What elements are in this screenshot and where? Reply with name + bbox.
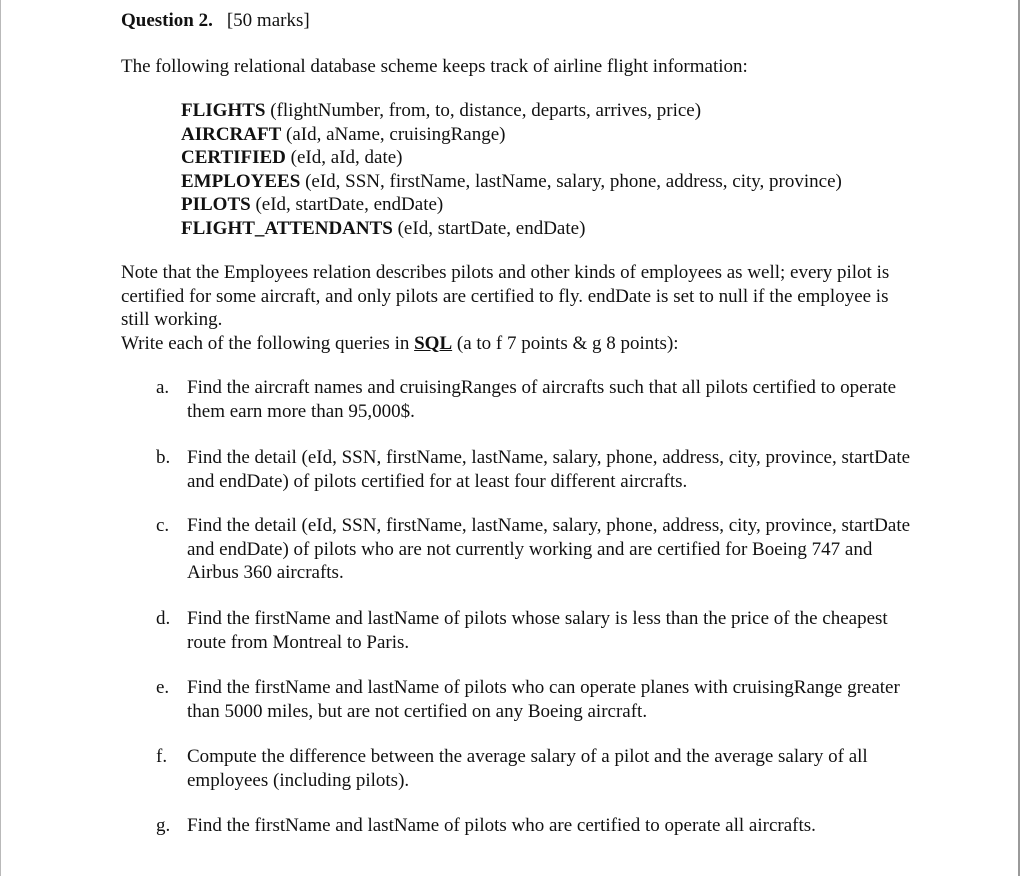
relation-attributes: (eId, SSN, firstName, lastName, salary, phone, address, city, province) bbox=[305, 170, 842, 192]
question-text: Find the aircraft names and cruisingRanges of aircrafts such that all pilots certified to operate them earn more than 95,000$. bbox=[187, 377, 897, 422]
schema-item-pilots bbox=[181, 193, 842, 217]
schema-list bbox=[181, 99, 842, 240]
instruction-after: (a to f 7 points & g 8 points): bbox=[456, 332, 679, 354]
question-text: Find the detail (eId, SSN, firstName, lastName, salary, phone, address, city, province, startDate and endDate) of pilots certified for at least four different aircrafts. bbox=[187, 447, 911, 492]
question-text: Compute the difference between the average salary of a pilot and the average salary of all employees (including pilots). bbox=[187, 746, 868, 791]
question-letter: c. bbox=[156, 515, 170, 536]
relation-attributes: (eId, aId, date) bbox=[290, 147, 403, 168]
relation-name: CERTIFIED bbox=[181, 147, 286, 168]
relation-attributes: (eId, startDate, endDate) bbox=[255, 194, 444, 215]
question-letter: e. bbox=[156, 677, 170, 698]
relation-attributes: (aId, aName, cruisingRange) bbox=[286, 123, 506, 145]
schema-item-flight-attendants bbox=[181, 217, 842, 241]
question-item-f bbox=[156, 745, 916, 792]
question-letter: a. bbox=[156, 377, 170, 398]
question-letter: b. bbox=[156, 447, 171, 468]
intro-text: The following relational database scheme keeps track of airline flight information: bbox=[121, 56, 748, 77]
instruction-before: Write each of the following queries in bbox=[121, 332, 410, 354]
relation-name: EMPLOYEES bbox=[181, 170, 301, 192]
relation-attributes: (flightNumber, from, to, distance, departs, arrives, price) bbox=[270, 100, 702, 121]
relation-name: FLIGHT_ATTENDANTS bbox=[181, 217, 393, 239]
question-item-a bbox=[156, 376, 916, 423]
question-letter: g. bbox=[156, 815, 171, 836]
schema-item-aircraft bbox=[181, 123, 842, 147]
note-text: Note that the Employees relation describes pilots and other kinds of employees as well; every pilot is certified for some aircraft, and only pilots are certified to fly. endDate is set to null if the employee is still working. bbox=[121, 262, 890, 330]
question-item-c bbox=[156, 514, 916, 585]
question-item-d bbox=[156, 607, 916, 654]
relation-name: AIRCRAFT bbox=[181, 123, 282, 145]
question-text: Find the firstName and lastName of pilots who can operate planes with cruisingRange greater than 5000 miles, but are not certified on any Boeing aircraft. bbox=[187, 677, 900, 722]
question-title: Question 2. bbox=[121, 10, 213, 31]
schema-item-certified bbox=[181, 146, 842, 170]
relation-attributes: (eId, startDate, endDate) bbox=[397, 217, 586, 239]
question-text: Find the detail (eId, SSN, firstName, lastName, salary, phone, address, city, province, startDate and endDate) of pilots who are not currently working and are certified for Boeing 747 and Airbus 360 aircrafts. bbox=[187, 515, 911, 583]
instruction-sql: SQL bbox=[414, 332, 453, 354]
question-text: Find the firstName and lastName of pilots who are certified to operate all aircrafts. bbox=[187, 815, 816, 836]
relation-name: PILOTS bbox=[181, 194, 251, 215]
relation-name: FLIGHTS bbox=[181, 100, 266, 121]
schema-item-employees bbox=[181, 170, 842, 194]
question-letter: d. bbox=[156, 608, 171, 629]
instruction-text bbox=[121, 332, 921, 356]
question-item-b bbox=[156, 446, 916, 493]
question-heading bbox=[121, 8, 310, 34]
question-letter: f. bbox=[156, 746, 168, 767]
question-text: Find the firstName and lastName of pilots whose salary is less than the price of the cheapest route from Montreal to Paris. bbox=[187, 608, 888, 653]
question-item-e bbox=[156, 676, 916, 723]
question-item-g bbox=[156, 814, 916, 838]
question-marks: [50 marks] bbox=[226, 10, 310, 31]
schema-item-flights bbox=[181, 99, 842, 123]
note-block bbox=[121, 261, 921, 355]
